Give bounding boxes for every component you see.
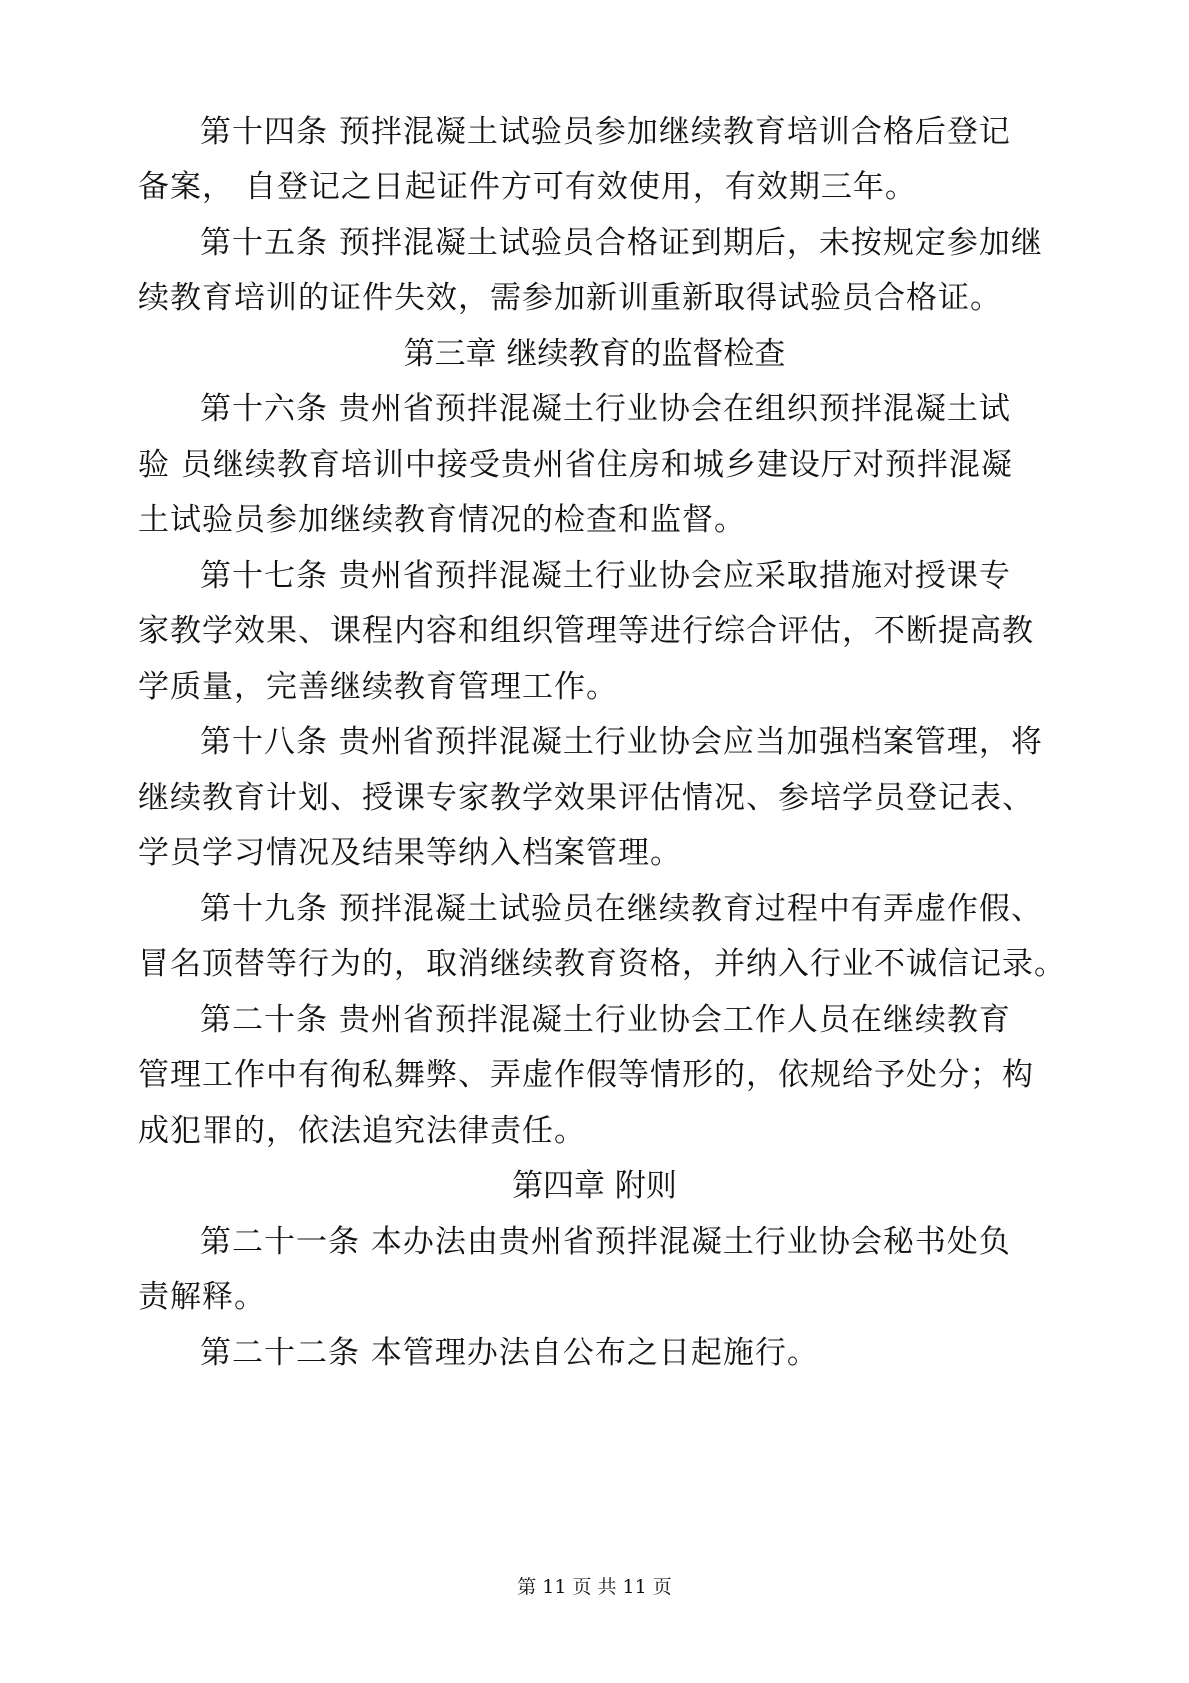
text-line: 第二十条 贵州省预拌混凝土行业协会工作人员在继续教育 xyxy=(200,1002,1011,1038)
page-number: 第 11 页 共 11 页 xyxy=(517,1576,672,1598)
text-line: 验 员继续教育培训中接受贵州省住房和城乡建设厅对预拌混凝 xyxy=(138,447,1013,483)
text-line: 第十五条 预拌混凝土试验员合格证到期后，未按规定参加继 xyxy=(200,225,1043,261)
text-line: 第十四条 预拌混凝土试验员参加继续教育培训合格后登记 xyxy=(200,114,1011,150)
text-line: 第十七条 贵州省预拌混凝土行业协会应采取措施对授课专 xyxy=(200,558,1011,594)
text-line: 学员学习情况及结果等纳入档案管理。 xyxy=(138,835,682,871)
text-line: 土试验员参加继续教育情况的检查和监督。 xyxy=(138,502,746,538)
text-line: 管理工作中有徇私舞弊、弄虚作假等情形的，依规给予处分；构 xyxy=(138,1057,1034,1093)
text-line: 学质量，完善继续教育管理工作。 xyxy=(138,669,618,705)
text-line: 第十八条 贵州省预拌混凝土行业协会应当加强档案管理，将 xyxy=(200,724,1043,760)
chapter-heading: 第三章 继续教育的监督检查 xyxy=(403,336,786,372)
text-line: 责解释。 xyxy=(138,1279,266,1315)
text-line: 第二十一条 本办法由贵州省预拌混凝土行业协会秘书处负 xyxy=(200,1224,1011,1260)
text-line: 家教学效果、课程内容和组织管理等进行综合评估，不断提高教 xyxy=(138,613,1034,649)
text-line: 第二十二条 本管理办法自公布之日起施行。 xyxy=(200,1335,819,1371)
text-line: 成犯罪的，依法追究法律责任。 xyxy=(138,1113,586,1149)
text-line: 第十六条 贵州省预拌混凝土行业协会在组织预拌混凝土试 xyxy=(200,391,1011,427)
text-line: 第十九条 预拌混凝土试验员在继续教育过程中有弄虚作假、 xyxy=(200,891,1043,927)
text-line: 备案， 自登记之日起证件方可有效使用，有效期三年。 xyxy=(138,169,917,205)
text-line: 冒名顶替等行为的，取消继续教育资格，并纳入行业不诚信记录。 xyxy=(138,946,1066,982)
text-line: 继续教育计划、授课专家教学效果评估情况、参培学员登记表、 xyxy=(138,780,1034,816)
chapter-heading: 第四章 附则 xyxy=(512,1168,677,1204)
text-line: 续教育培训的证件失效，需参加新训重新取得试验员合格证。 xyxy=(138,280,1002,316)
